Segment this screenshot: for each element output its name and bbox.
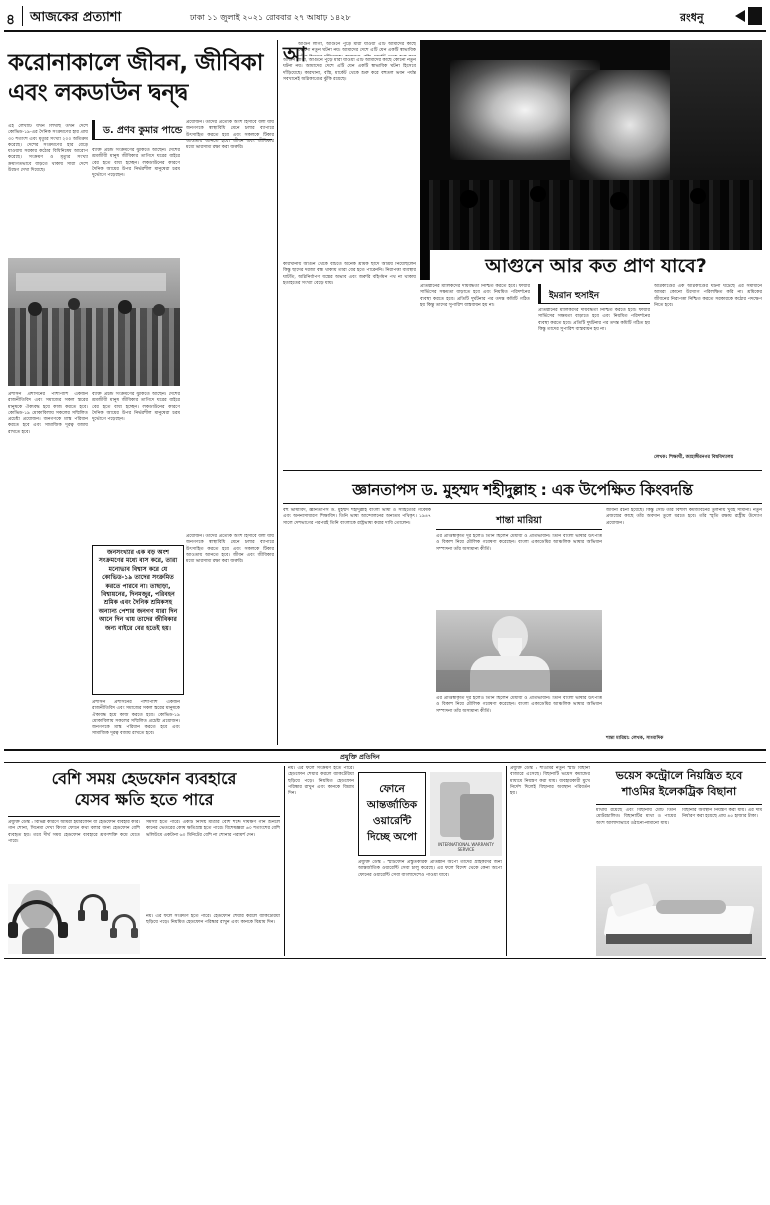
fire-col1b: আগুন লাগা, আগুনে পুড়ে মারা যাওয়া এটি আমাদের কাছে কোনো নতুন ঘটনা নয়। আমাদের দেশে এটি যেন একটি স্বাভাবিক ঘটনা হিসেবে দাঁড়িয়েছে। কারখানা, বস্তি, মার্কেট থেকে শুরু করে বহুতল ভবন পর্যন্ত সবখানেই অগ্নিকাণ্ডের ঝুঁকি রয়েছে। xyxy=(283,58,416,82)
covid-bottom-col1: প্রশাসন প্রশাসনের পাশাপাশি একজন রাজনীতিবিদ এবং সমাজের সকল স্তরের মানুষকে ঐক্যবদ্ধ হয়ে কাজ করতে হবে। কোভিড-১৯ মোকাবিলায় সকলের সম্মিলিত প্রচেষ্টা প্রয়োজন। জনগণকে মাস্ক পরিধান করতে হবে এবং সামাজিক দূরত্ব বজায় রাখতে হবে। xyxy=(8,392,88,435)
headphone-col2b: নয়। এর ফলে সংক্রমণ হতে পারে। হেডফোন শেয়ার করলে ব্যাকটেরিয়া ছড়িয়ে পড়ে। নিয়মিত হেডফোন পরিষ্কার রাখুন এবং কানকে বিশ্রাম দিন। xyxy=(146,914,280,926)
fire-scene-photo xyxy=(420,40,762,280)
warranty-headline-line3: ওয়ারেন্টি xyxy=(372,815,412,827)
headphone-col4: নয়। এর ফলে সংক্রমণ হতে পারে। হেডফোন শেয়ার করলে ব্যাকটেরিয়া ছড়িয়ে পড়ে। নিয়মিত হেডফোন পরিষ্কার রাখুন এবং কানকে বিশ্রাম দিন। xyxy=(288,766,354,797)
warranty-image-caption: INTERNATIONAL WARRANTY SERVICE xyxy=(438,842,494,852)
covid-bottom-col3: প্রয়োজন। তাদের প্রত্যেক অংশ হিসাবে বলা যায় জনগণকে স্বাস্থ্যবিধি মেনে চলার ব্যাপারে উৎসাহিত করতে হবে এবং সকলকে টিকার আওতায় আনতে হবে। জীবন এবং জীবিকার মধ্যে ভারসাম্য রক্ষা করা জরুরি। xyxy=(186,534,274,565)
bed-col1: প্রযুক্তি ডেস্ক : শাওমির নতুন স্মার্ট বিছানা বাজারে এসেছে। বিছানাটি ভয়েস কমান্ডের মাধ্যমে নিয়ন্ত্রণ করা যায়। ব্যবহারকারী মুখে নির্দেশ দিলেই বিছানার অবস্থান পরিবর্তন হয়। xyxy=(510,766,590,797)
market-crowd-photo xyxy=(8,258,180,386)
fire-col4: অগ্নিকাণ্ডের এক অগ্নিকাণ্ডের ঘটনা ঘটেছে এর সমাধানে আমরা কোনো উদ্যোগ পরিলক্ষিত করি না। শ্রমিকের জীবনের নিরাপত্তা নিশ্চিত করতে সরকারকে কঠোর পদক্ষেপ নিতে হবে। xyxy=(654,284,762,308)
shahidullah-byline-box xyxy=(436,510,602,530)
warranty-body: প্রযুক্তি ডেস্ক : স্মার্টফোন প্রস্তুতকারক প্রতিষ্ঠান অপো তাদের গ্রাহকদের জন্য আন্তর্জাতিক ওয়ারেন্টি সেবা চালু করেছে। এর ফলে বিদেশ থেকে কেনা অপো ফোনের ওয়ারেন্টি সেবা বাংলাদেশেও পাওয়া যাবে। xyxy=(358,860,502,878)
shahidullah-col2b: এর প্রাপ্তস্বীকৃতি দূর হলেও তিনি ছিলেন মেধাবী ও প্রতিভাবান। তিনি বাংলা ভাষার উৎপত্তি ও বিকাশ নিয়ে মৌলিক গবেষণা করেছেন। বাংলা একাডেমির আঞ্চলিক ভাষার অভিধান সম্পাদনা তাঁর অসামান্য কীর্তি। xyxy=(436,696,602,714)
bed-headline-line2: শাওমির ইলেকট্রিক বিছানা xyxy=(621,785,737,798)
fire-col3b: প্রতিষ্ঠানের মালিকদের দায়বদ্ধতা নিশ্চিত করতে হবে। ফায়ার সার্ভিসের সক্ষমতা বাড়াতে হবে এবং নিয়মিত পরিদর্শনের ব্যবস্থা করতে হবে। প্রতিটি দুর্ঘটনার পর তদন্ত কমিটি গঠিত হয় কিন্তু তাদের সুপারিশ বাস্তবায়ন হয় না। xyxy=(538,308,650,332)
tech-section-label: প্রযুক্তি প্রতিদিন xyxy=(340,753,380,761)
covid-bottom-col2: ব্যক্তি প্রচন্ড সংক্রমণের ঝুঁকিতে আছেন। দেশের শ্রমজীবী মানুষ জীবিকার তাগিদে ঘরের বাইরে বের হতে বাধ্য হচ্ছেন। লকডাউনের কারণে দৈনিক আয়ের উপর নির্ভরশীল মানুষেরা চরম দুর্ভোগে পড়েছেন। xyxy=(92,392,180,423)
section-arrow-icon xyxy=(735,10,745,22)
fire-col3: প্রতিষ্ঠানের মালিকদের দায়বদ্ধতা নিশ্চিত করতে হবে। ফায়ার সার্ভিসের সক্ষমতা বাড়াতে হবে এবং নিয়মিত পরিদর্শনের ব্যবস্থা করতে হবে। প্রতিটি দুর্ঘটনার পর তদন্ত কমিটি গঠিত হয় কিন্তু তাদের সুপারিশ বাস্তবায়ন হয় না। xyxy=(420,284,530,308)
fire-dropcap: আ xyxy=(283,42,307,66)
headphone-col2: সমস্যা হতে পারে। একটি নির্দিষ্ট মাত্রার বেশি শব্দে দীর্ঘক্ষণ গান শুনলে কানের ভেতরের কোষ ক্ষতিগ্রস্ত হতে পারে। বিশেষজ্ঞরা ৬০ শতাংশের বেশি ভলিউমে একটানা ৬০ মিনিটের বেশি না শোনার পরামর্শ দেন। xyxy=(146,820,280,838)
warranty-image xyxy=(430,772,502,856)
shahidullah-byline: শান্তা মারিয়া xyxy=(496,515,542,526)
covid-headline-line2: এবং লকডাউন দ্বন্দ্ব xyxy=(8,80,188,106)
warranty-headline-line4: দিচ্ছে অপো xyxy=(367,831,417,843)
page-number: ৪ xyxy=(6,12,16,28)
covid-col3: প্রয়োজন। তাদের প্রত্যেক অংশ হিসাবে বলা যায় জনগণকে স্বাস্থ্যবিধি মেনে চলার ব্যাপারে উৎসাহিত করতে হবে এবং সকলকে টিকার আওতায় আনতে হবে। জীবন এবং জীবিকার মধ্যে ভারসাম্য রক্ষা করা জরুরি। xyxy=(186,120,274,151)
bed-headline-line1: ভয়েস কন্ট্রোলে নিয়ন্ত্রিত হবে xyxy=(615,769,743,782)
paper-name: আজকের প্রত্যাশা xyxy=(30,10,122,25)
shahidullah-headline: জ্ঞানতাপস ড. মুহম্মদ শহীদুল্লাহ : এক উপেক্ষিত কিংবদন্তি xyxy=(352,481,693,499)
fire-headline: আগুনে আর কত প্রাণ যাবে? xyxy=(430,250,762,280)
covid-col2: ব্যক্তি প্রচন্ড সংক্রমণের ঝুঁকিতে আছেন। দেশের শ্রমজীবী মানুষ জীবিকার তাগিদে ঘরের বাইরে বের হতে বাধ্য হচ্ছেন। লকডাউনের কারণে দৈনিক আয়ের উপর নির্ভরশীল মানুষেরা চরম দুর্ভোগে পড়েছেন। xyxy=(92,148,180,179)
section-name: রংধনু xyxy=(680,11,704,24)
headphone-headline xyxy=(8,768,280,810)
covid-bottom-col2b: প্রশাসন প্রশাসনের পাশাপাশি একজন রাজনীতিবিদ এবং সমাজের সকল স্তরের মানুষকে ঐক্যবদ্ধ হয়ে কাজ করতে হবে। কোভিড-১৯ মোকাবিলায় সকলের সম্মিলিত প্রচেষ্টা প্রয়োজন। জনগণকে মাস্ক পরিধান করতে হবে এবং সামাজিক দূরত্ব বজায় রাখতে হবে। xyxy=(92,700,180,737)
warranty-headline-box xyxy=(358,772,426,856)
shahidullah-col3: জীবনী রচনা হয়েছে। কিন্তু সেটি তাঁর বিশাল কর্মজীবনের তুলনায় খুবই সামান্য। নতুন প্রজন্মের কাছে তাঁর অবদান তুলে ধরতে হবে। তাঁর স্মৃতি রক্ষায় রাষ্ট্রীয় উদ্যোগ প্রয়োজন। xyxy=(606,508,762,526)
dateline: ঢাকা ১১ জুলাই ২০২১ রোববার ২৭ আষাঢ় ১৪২৮ xyxy=(190,13,351,22)
headphone-photo xyxy=(8,884,140,954)
covid-pull-quote: জনসংখ্যার এক বড় অংশ সংক্রমণের মধ্যে বাস করে, তারা মনোভাব বিশ্বাস করে যে কোভিড-১৯ তাদের সংক্রমিত করতে পারবে না। তাছাড়া, বিশ্বায়নের, দিনমজুর, পরিবহন শ্রমিক এবং দৈনিক শ্রমিকসহ অন্যান্য পেশার জনগণ যারা দিন আনে দিন খায় তাদের জীবিকার জন্য বাইরে বের হতেই হয়। xyxy=(92,545,184,695)
fire-col1: আগুন লাগা, আগুনে পুড়ে মারা যাওয়া এটি আমাদের কাছে কোনো নতুন ঘটনা নয়। আমাদের দেশে এটি যেন একটি স্বাভাবিক xyxy=(298,42,416,54)
fire-byline-box xyxy=(538,284,650,304)
bed-col2: মাথায় রয়েছে এবং বিছানায় মোট তিনি মোটরচালিত। বিছানাটির মাথা ও পায়ের অংশ আলাদাভাবে ওঠানো-নামানো যায়। xyxy=(596,808,676,826)
fire-col2: কারখানায় আগুন থেকে বাঁচতে অনেক শ্রমিক ছাদে আশ্রয় নিয়েছিলেন কিন্তু ছাদের দরজা বন্ধ থাকায় তারা বের হতে পারেননি। নিরাপত্তা ব্যবস্থার ঘাটতি, অগ্নিনির্বাপণ যন্ত্রের অভাব এবং জরুরি বহির্গমন পথ না থাকায় হতাহতের সংখ্যা বেড়ে যায়। xyxy=(283,262,416,286)
bed-headline xyxy=(596,768,762,800)
warranty-headline-line1: ফোনে xyxy=(379,783,405,795)
headphone-headline-line2: যেসব ক্ষতি হতে পারে xyxy=(74,790,214,809)
corner-block xyxy=(748,7,762,25)
covid-headline-line1: করোনাকালে জীবন, জীবিকা xyxy=(8,50,263,76)
bed-col3: বিছানার অবস্থান নিয়ন্ত্রণ করা যায়। এর দাম নির্ধারণ করা হয়েছে প্রায় ৪৫ হাজার টাকা। xyxy=(682,808,762,820)
shahidullah-portrait-photo xyxy=(436,610,602,692)
fire-byline: ইমরান হুসাইন xyxy=(549,291,600,301)
headphone-col1: প্রযুক্তি ডেস্ক : বিভিন্ন কারণে আমরা ইয়ারফোন বা হেডফোন ব্যবহার করি। গান শোনা, সিনেমা দেখা কিংবা ফোনে কথা বলার জন্য হেডফোন বেশি ব্যবহৃত হয়। তবে দীর্ঘ সময় হেডফোন ব্যবহারে শ্রবণশক্তি কমে যেতে পারে। xyxy=(8,820,140,844)
covid-headline xyxy=(8,48,278,108)
covid-byline: ড. প্রণব কুমার পান্ডে xyxy=(103,125,183,136)
shahidullah-col2: এর প্রাপ্তস্বীকৃতি দূর হলেও তিনি ছিলেন মেধাবী ও প্রতিভাবান। তিনি বাংলা ভাষার উৎপত্তি ও বিকাশ নিয়ে মৌলিক গবেষণা করেছেন। বাংলা একাডেমির আঞ্চলিক ভাষার অভিধান সম্পাদনা তাঁর অসামান্য কীর্তি। xyxy=(436,534,602,552)
shahidullah-author-note: শান্তা মারিয়া: লেখক, সাংবাদিক xyxy=(606,736,664,741)
headphone-headline-line1: বেশি সময় হেডফোন ব্যবহারে xyxy=(51,769,237,788)
bed-photo xyxy=(596,866,762,956)
fire-author-note: লেখক: শিক্ষার্থী, জাহাঙ্গীরনগর বিশ্ববিদ্যালয় xyxy=(654,455,734,460)
shahidullah-col1: বহু ভাষাবিদ, জ্ঞানতাপস ড. মুহম্মদ শহীদুল্লাহ বাংলা ভাষা ও সাহিত্যের গবেষক এবং অনন্যসাধারণ শিক্ষাবিদ। তিনি ভাষা আন্দোলনের অন্যতম পথিকৃৎ। ১৯৪৭ সালে দেশভাগের পরপরই তিনি বাংলাকে রাষ্ট্রভাষা করার দাবি তোলেন। xyxy=(283,508,431,526)
covid-lead: এই লেখাটি যখন লিখছি তখন দেশে কোভিড-১৯-এর দৈনিক সংক্রমণের হার প্রায় ৩০ শতাংশ এবং মৃত্যুর সংখ্যা ২০০ অতিক্রম করেছে। দেশের সংক্রমণের হার বেড়ে যাওয়ায় সরকার কঠোর বিধিনিষেধ আরোপ করেছে। সংক্রমণ ও মৃত্যুর সংখ্যা ক্রমাগতভাবে বাড়তে থাকায় সারা দেশে উদ্বেগ দেখা দিয়েছে। xyxy=(8,124,88,174)
warranty-headline-line2: আন্তর্জাতিক xyxy=(366,799,418,811)
